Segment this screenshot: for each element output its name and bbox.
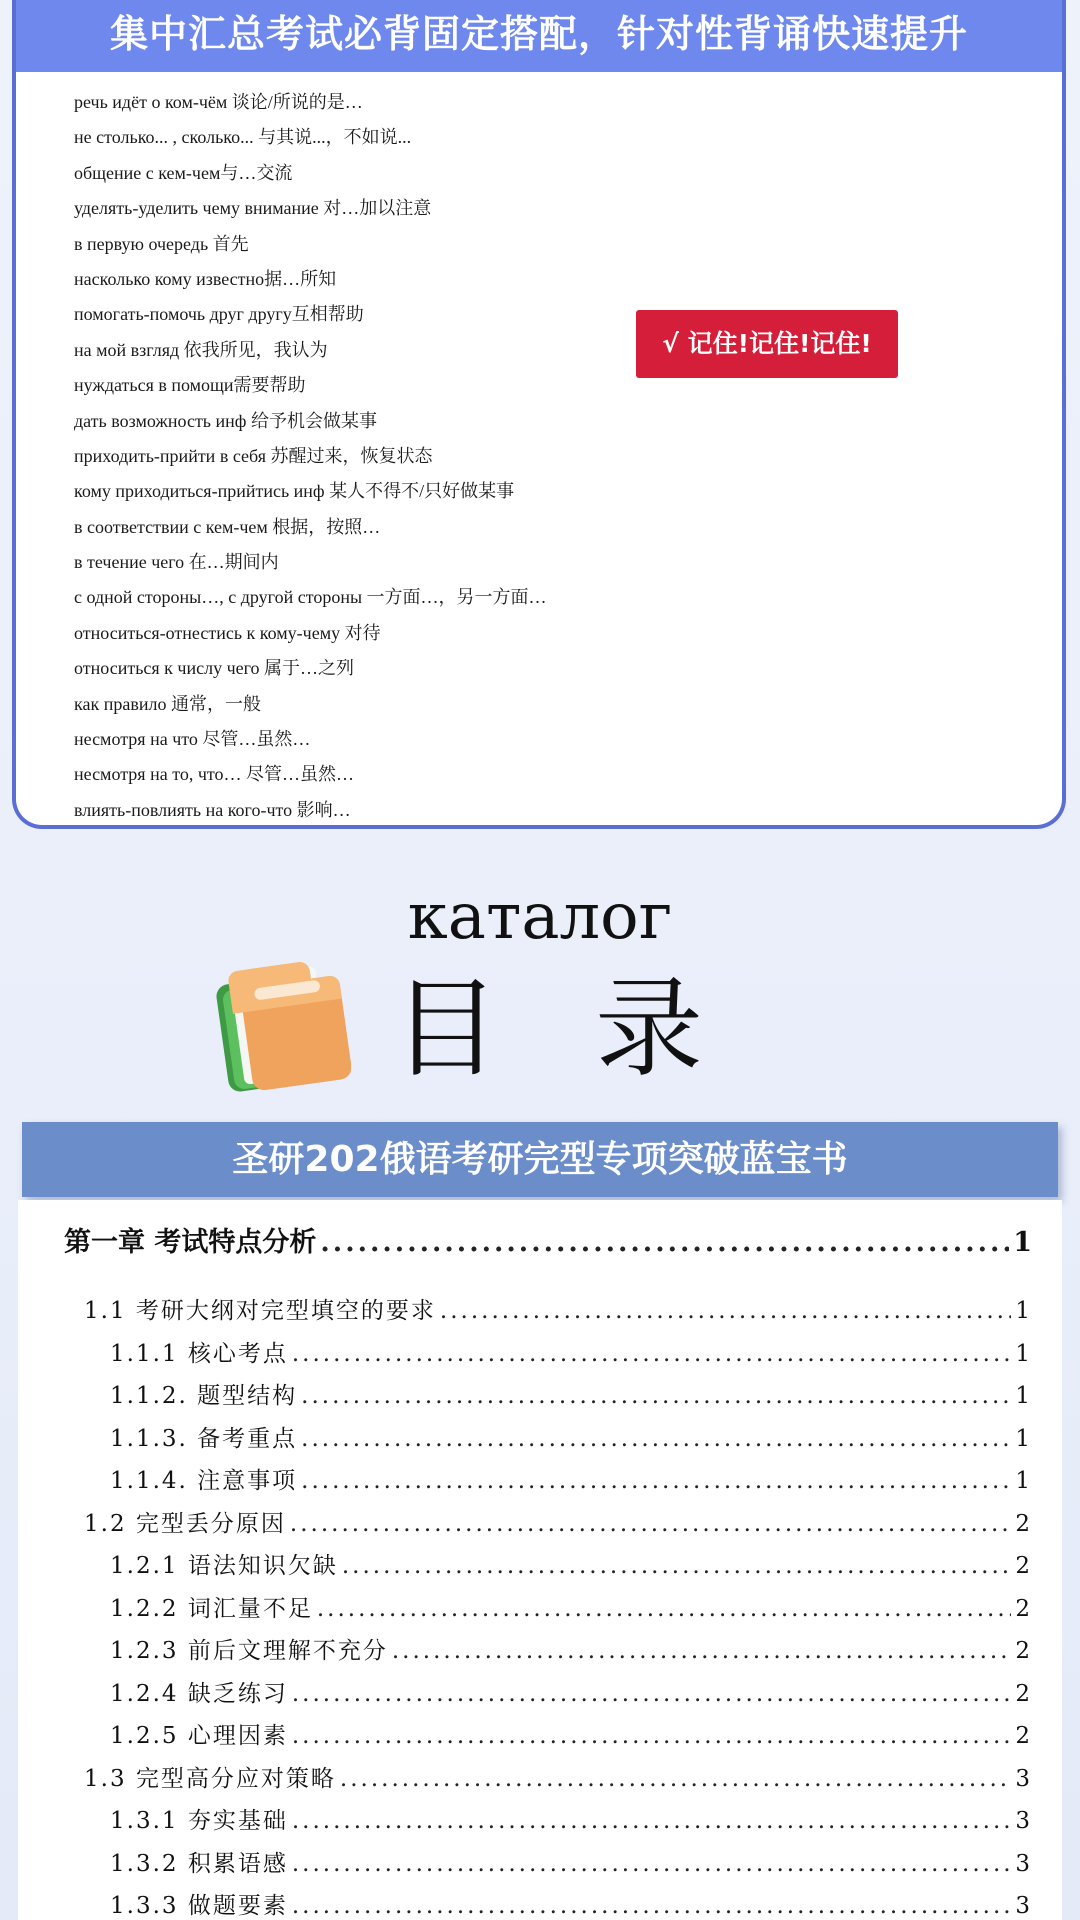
toc-entry-page: 1 (1015, 1426, 1032, 1452)
toc-entry[interactable] (110, 1377, 1032, 1410)
phrase-item: несмотря на что 尽管…虽然… (74, 729, 311, 750)
phrase-item: нуждаться в помощи需要帮助 (74, 375, 306, 396)
phrase-item: не столько... , сколько... 与其说...，不如说... (74, 127, 412, 148)
toc-entry-page: 2 (1015, 1553, 1032, 1579)
toc-entry-title: 1.2.1 语法知识欠缺 (110, 1553, 338, 1579)
phrases-card (12, 0, 1066, 829)
toc-entry[interactable] (84, 1760, 1032, 1793)
toc-entry[interactable] (64, 1220, 1032, 1259)
toc-leader-dots (342, 1553, 1012, 1579)
toc-leader-dots (290, 1511, 1011, 1537)
phrase-item: в первую очередь 首先 (74, 233, 249, 254)
phrase-item: на мой взгляд 依我所见，我认为 (74, 339, 328, 360)
toc-entry-page: 1 (1015, 1468, 1032, 1494)
toc-entry-page: 1 (1015, 1298, 1032, 1324)
phrase-item: насколько кому известно据…所知 (74, 268, 337, 289)
toc-leader-dots (440, 1298, 1011, 1324)
toc-entry[interactable] (110, 1802, 1032, 1835)
phrase-item: в соответствии с кем-чем 根据，按照… (74, 516, 381, 537)
toc-leader-dots (301, 1426, 1011, 1452)
toc-entry-title: 1.2.2 词汇量不足 (110, 1596, 313, 1622)
phrase-item: приходить-прийти в себя 苏醒过来，恢复状态 (74, 445, 433, 466)
phrase-item: относиться-отнестись к кому-чему 对待 (74, 622, 381, 643)
toc-entry-page: 3 (1015, 1851, 1032, 1877)
toc-entry-page: 1 (1013, 1227, 1032, 1258)
toc-entry[interactable] (110, 1420, 1032, 1453)
toc-entry-page: 1 (1015, 1383, 1032, 1409)
phrase-item: в течение чего 在…期间内 (74, 552, 279, 573)
phrase-item: общение с кем-чем与…交流 (74, 162, 293, 183)
toc-leader-dots (317, 1596, 1012, 1622)
toc-leader-dots (292, 1808, 1012, 1834)
toc-entry[interactable] (110, 1462, 1032, 1495)
toc-entry-title: 1.1 考研大纲对完型填空的要求 (84, 1298, 436, 1324)
toc-list (18, 1200, 1062, 1920)
toc-leader-dots (292, 1893, 1012, 1919)
toc-entry-title: 1.3 完型高分应对策略 (84, 1766, 336, 1792)
toc-entry-title: 1.2 完型丢分原因 (84, 1511, 286, 1537)
phrase-item: уделять-уделить чему внимание 对…加以注意 (74, 198, 432, 219)
toc-leader-dots (292, 1341, 1012, 1367)
toc-entry-page: 2 (1015, 1681, 1032, 1707)
toc-entry-title: 1.1.3. 备考重点 (110, 1426, 298, 1452)
toc-entry-title: 1.2.3 前后文理解不充分 (110, 1638, 388, 1664)
toc-entry-page: 3 (1015, 1808, 1032, 1834)
toc-leader-dots (292, 1723, 1012, 1749)
toc-leader-dots (392, 1638, 1012, 1664)
phrase-item: помогать-помочь друг другу互相帮助 (74, 304, 364, 325)
toc-entry-page: 3 (1015, 1766, 1032, 1792)
toc-entry-page: 2 (1015, 1511, 1032, 1537)
toc-entry-title: 1.3.1 夯实基础 (110, 1808, 288, 1834)
toc-entry[interactable] (110, 1335, 1032, 1368)
toc-entry-page: 1 (1015, 1341, 1032, 1367)
phrase-item: влиять-повлиять на кого-что 影响… (74, 799, 351, 820)
toc-banner: 圣研202俄语考研完型专项突破蓝宝书 (22, 1122, 1058, 1197)
toc-leader-dots (320, 1227, 1009, 1258)
toc-entry-title: 第一章 考试特点分析 (64, 1227, 317, 1258)
toc-leader-dots (301, 1468, 1011, 1494)
catalog-russian-title: каталог (407, 880, 673, 954)
toc-entry-title: 1.1.2. 题型结构 (110, 1383, 298, 1409)
card-header-title: 集中汇总考试必背固定搭配，针对性背诵快速提升 (16, 0, 1062, 72)
toc-leader-dots (301, 1383, 1011, 1409)
toc-entry-title: 1.2.5 心理因素 (110, 1723, 288, 1749)
toc-entry-title: 1.3.3 做题要素 (110, 1893, 288, 1919)
toc-entry[interactable] (110, 1590, 1032, 1623)
phrase-item: речь идёт о ком-чём 谈论/所说的是… (74, 92, 363, 112)
toc-entry-page: 2 (1015, 1638, 1032, 1664)
phrase-item: кому приходиться-прийтись инф 某人不得不/只好做某事 (74, 481, 515, 502)
phrase-item: с одной стороны…, с другой стороны 一方面…，另一方面… (74, 587, 547, 608)
catalog-chinese-title: 目录 (392, 967, 799, 1092)
toc-entry[interactable] (110, 1887, 1032, 1920)
toc-entry-title: 1.1.1 核心考点 (110, 1341, 288, 1367)
toc-leader-dots (292, 1681, 1012, 1707)
toc-entry-title: 1.2.4 缺乏练习 (110, 1681, 288, 1707)
toc-entry[interactable] (110, 1717, 1032, 1750)
toc-entry[interactable] (110, 1675, 1032, 1708)
toc-entry[interactable] (84, 1292, 1032, 1325)
phrase-item: относиться к числу чего 属于…之列 (74, 658, 355, 679)
phrase-list (16, 72, 1062, 828)
toc-entry-title: 1.1.4. 注意事项 (110, 1468, 298, 1494)
toc-entry[interactable] (110, 1845, 1032, 1878)
toc-entry-page: 2 (1015, 1723, 1032, 1749)
folder-icon (215, 955, 351, 1095)
toc-entry-page: 3 (1015, 1893, 1032, 1919)
toc-leader-dots (340, 1766, 1011, 1792)
toc-entry-page: 2 (1015, 1596, 1032, 1622)
toc-entry[interactable] (84, 1505, 1032, 1538)
toc-entry-title: 1.3.2 积累语感 (110, 1851, 288, 1877)
remember-badge: √ 记住!记住!记住! (636, 310, 898, 378)
toc-entry[interactable] (110, 1547, 1032, 1580)
toc-leader-dots (292, 1851, 1012, 1877)
phrase-item: несмотря на то, что… 尽管…虽然… (74, 764, 355, 785)
toc-entry[interactable] (110, 1632, 1032, 1665)
phrase-item: как правило 通常，一般 (74, 693, 261, 714)
phrase-item: дать возможность инф 给予机会做某事 (74, 410, 377, 431)
